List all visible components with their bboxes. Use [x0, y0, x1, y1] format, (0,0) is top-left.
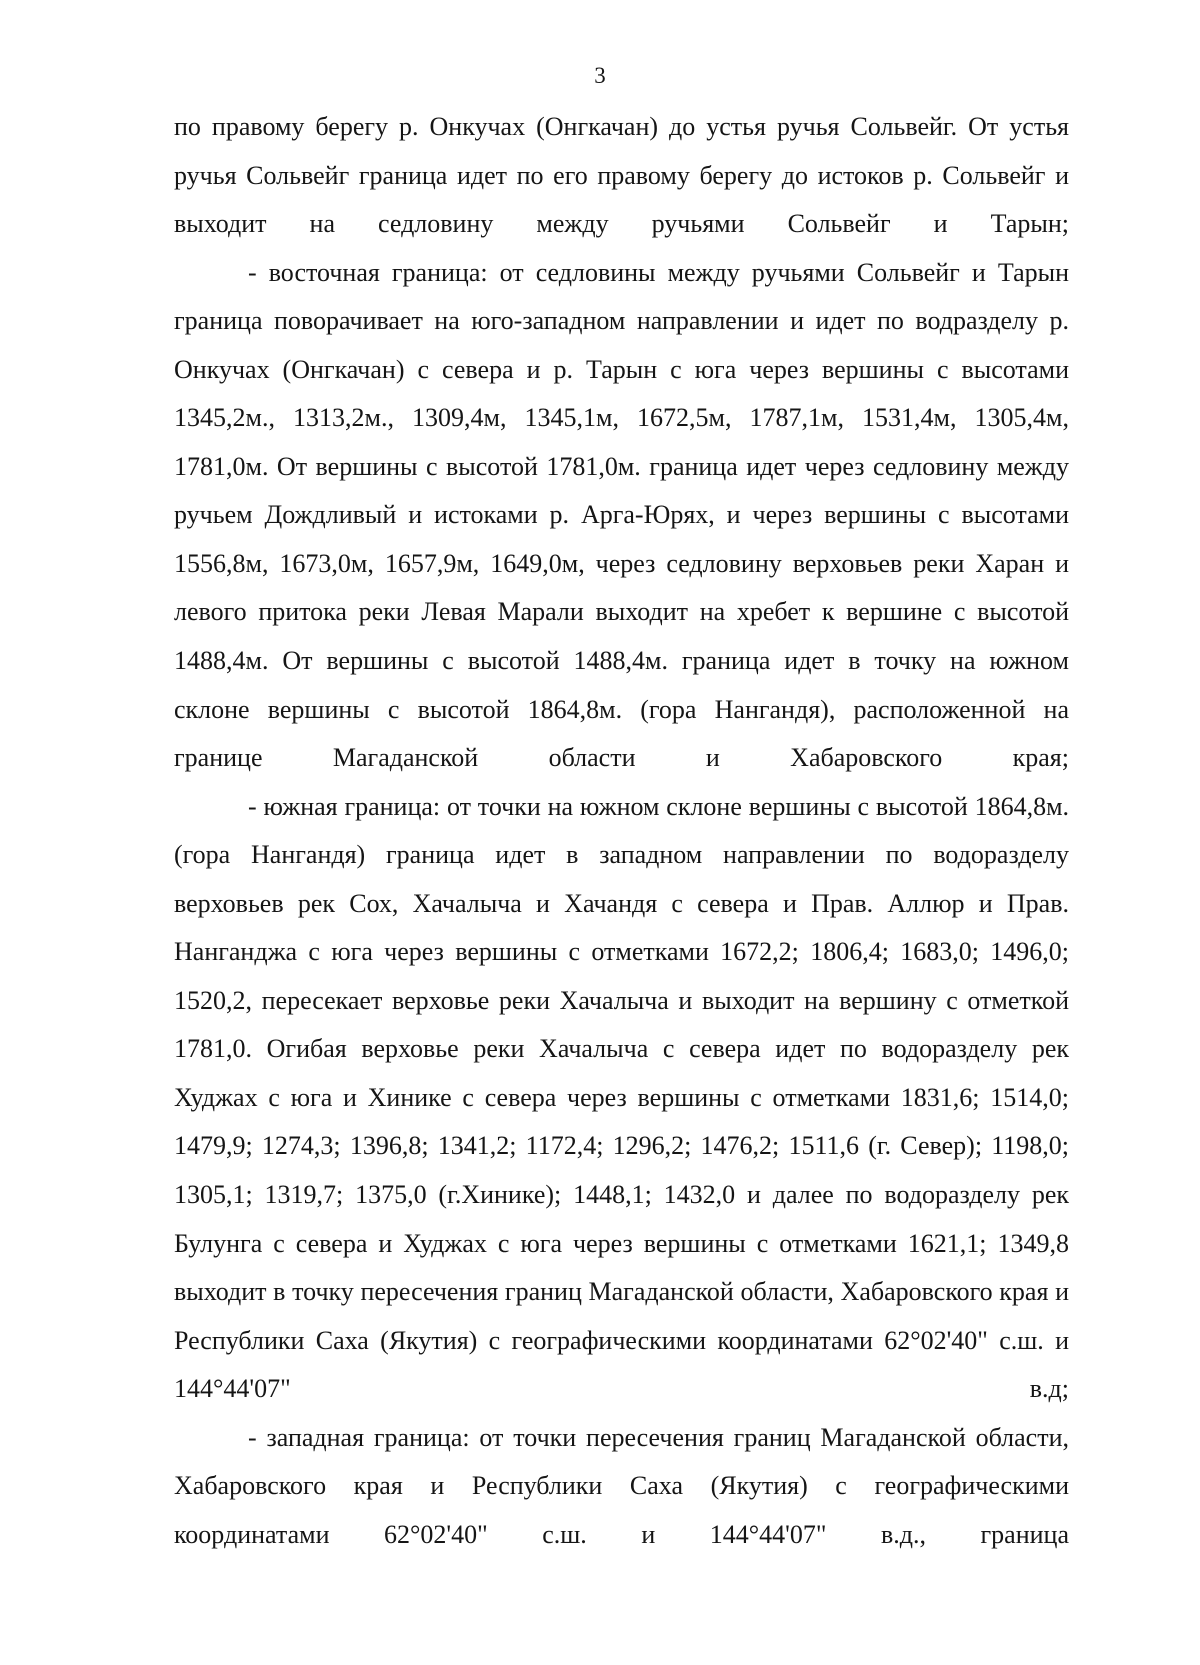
- text-line: в точку на южном склоне вершины с высотой 1864,8м. (гора Нангандя),: [174, 646, 1070, 724]
- text-line: расположенной на границе Магаданской области и Хабаровского края;: [174, 694, 1069, 773]
- text-line: 1448,1; 1432,0 и далее по водоразделу рек Булунга с севера и Худжах с юга: [174, 1180, 1070, 1258]
- text-line: выходит на вершину с отметкой 1781,0. Огибая верховье реки Хачалыча с: [174, 985, 1070, 1064]
- text-line: граница поворачивает на юго-западном направлении и идет по водразделу: [174, 306, 1039, 336]
- text-line: р. Сольвейг и выходит на седловину между ручьями Сольвейг и Тарын;: [174, 160, 1069, 239]
- text-line: р. Онкучах (Онгкачан) с севера и р. Тарын с юга через вершины с высотами: [174, 306, 1070, 384]
- text-line: 1806,4; 1683,0; 1496,0; 1520,2, пересекает верховье реки Хачалыча и: [174, 937, 1070, 1015]
- text-line: (Якутия) с географическими координатами 62°02'40" с.ш. и 144°44'07" в.д;: [174, 1325, 1070, 1404]
- text-line: водоразделу верховьев рек Сох, Хачалыча и Хачандя с севера и Прав.: [174, 840, 1069, 918]
- text-line: реки Харан и левого притока реки Левая Марали выходит на хребет к: [174, 548, 1069, 627]
- paragraph-southern-boundary: [174, 783, 1069, 1414]
- text-line: От устья ручья Сольвейг граница идет по его правому берегу до истоков: [174, 112, 1070, 190]
- paragraph-continuation: [174, 103, 1069, 249]
- text-line: - южная граница: от точки на южном склоне вершины с высотой: [248, 791, 968, 821]
- text-line: по правому берегу р. Онкучах (Онгкачан) до устья ручья Сольвейг.: [174, 112, 958, 141]
- page-number: 3: [594, 63, 606, 88]
- text-line: 1296,2; 1476,2; 1511,6 (г. Север); 1198,0; 1305,1; 1319,7; 1375,0 (г.Хинике);: [174, 1131, 1069, 1210]
- paragraph-western-boundary: [174, 1414, 1069, 1560]
- text-line: с высотами 1556,8м, 1673,0м, 1657,9м, 1649,0м, через седловину верховьев: [174, 500, 1070, 578]
- text-line: - западная граница: от точки пересечения границ Магаданской: [248, 1422, 966, 1452]
- text-line: через вершины с отметками 1621,1; 1349,8 выходит в точку пересечения: [174, 1228, 1069, 1307]
- text-line: Аллюр и Прав. Нанганджа с юга через вершины с отметками 1672,2;: [174, 888, 1069, 967]
- text-line: 1864,8м. (гора Нангандя) граница идет в западном направлении по: [174, 791, 1070, 870]
- text-line: севера идет по водоразделу рек Худжах с юга и Хинике с севера через: [174, 1034, 1069, 1112]
- text-line: вершине с высотой 1488,4м. От вершины с высотой 1488,4м. граница идет: [174, 597, 1070, 676]
- text-line: между ручьем Дождливый и истоками р. Арга-Юрях, и через вершины: [174, 451, 1069, 530]
- text-line: 1345,2м., 1313,2м., 1309,4м, 1345,1м, 1672,5м, 1787,1м, 1531,4м, 1305,4м,: [174, 403, 1069, 433]
- text-line: 1781,0м. От вершины с высотой 1781,0м. граница идет через седловину: [174, 451, 989, 481]
- document-body: [174, 103, 1069, 1559]
- paragraph-eastern-boundary: [174, 249, 1069, 783]
- text-line: вершины с отметками 1831,6; 1514,0; 1479,9; 1274,3; 1396,8; 1341,2; 1172,4;: [174, 1082, 1069, 1161]
- text-line: области, Хабаровского края и Республики Саха (Якутия) с: [174, 1422, 1069, 1501]
- text-line: границ Магаданской области, Хабаровского края и Республики Саха: [174, 1277, 1070, 1355]
- text-line: географическими координатами 62°02'40" с.ш. и 144°44'07" в.д., граница: [174, 1471, 1069, 1549]
- text-line: - восточная граница: от седловины между ручьями Сольвейг и Тарын: [248, 257, 1069, 287]
